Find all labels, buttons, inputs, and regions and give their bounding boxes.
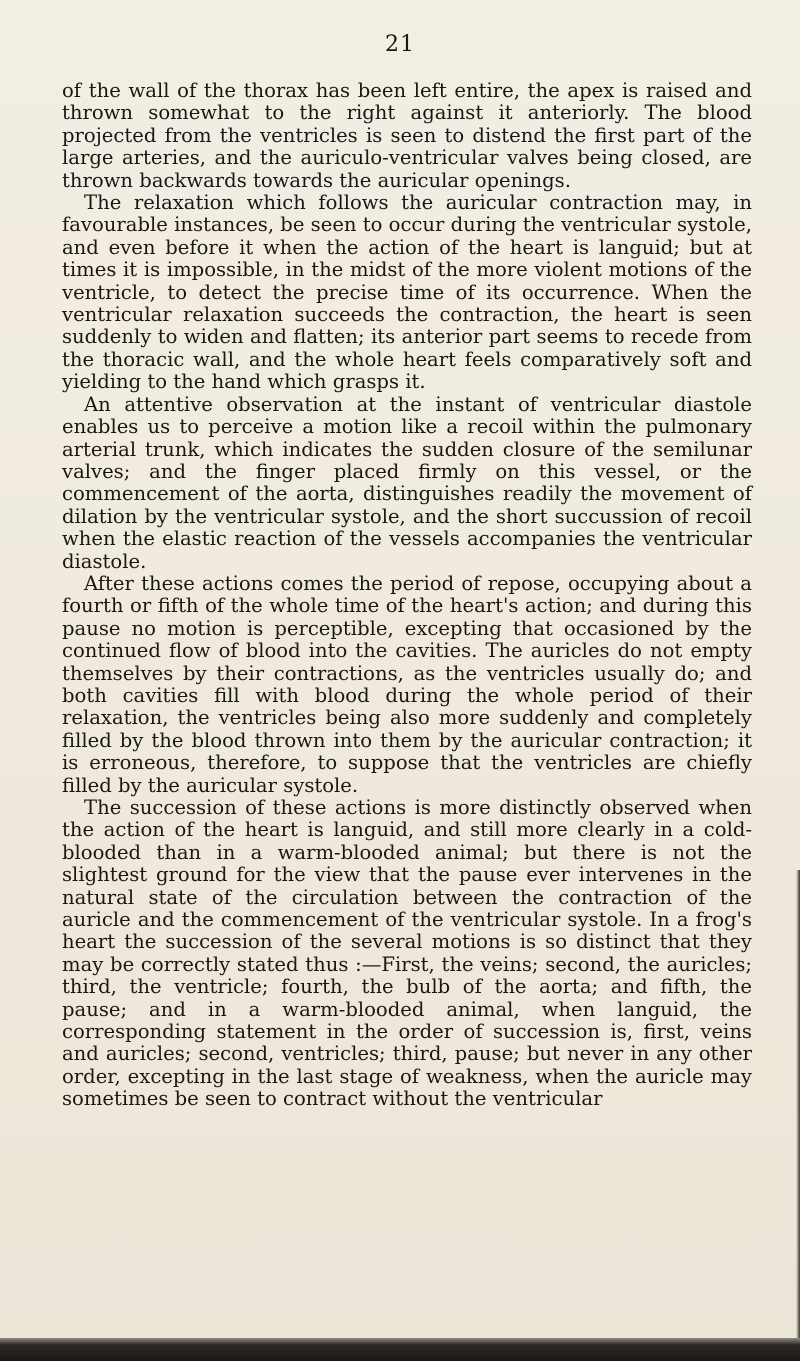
paragraph-repose-period: After these actions comes the period of repose, occupying about a fourth or fifth of the whole time of the heart's action; and during this pause no motion is perceptible, excepting that occasioned by the continued flow of blood into the cavities. The auricles do not empty themselves by their contractions, as the ventricles usually do; and both cavities fill with blood during the whole period of their relaxation, the ventricles being also more suddenly and completely filled by the blood thrown into them by the auricular contraction; it is erroneous, therefore, to suppose that the ventricles are chiefly filled by the auricular systole. bbox=[62, 571, 752, 797]
page-number: 21 bbox=[385, 32, 415, 57]
scan-bottom-border bbox=[0, 1338, 800, 1361]
page-edge-shadow bbox=[796, 870, 800, 1361]
paragraph-relaxation: The relaxation which follows the auricular contraction may, in favourable instances, be seen to occur during the ventricular systole, and even before it when the action of the heart is languid; but at times it is impossible, in the midst of the more violent motions of the ventricle, to detect the precise time of its occurrence. When the ventricular relaxation succeeds the contraction, the heart is seen suddenly to widen and flatten; its anterior part seems to recede from the thoracic wall, and the whole heart feels comparatively soft and yielding to the hand which grasps it. bbox=[62, 191, 752, 394]
paragraph-succession: The succession of these actions is more distinctly observed when the action of the heart is languid, and still more clearly in a cold-blooded than in a warm-blooded animal; but there is not the slightest ground for the view that the pause ever intervenes in the natural state of the circulation between the contraction of the auricle and the commencement of the ventricular systole. In a frog's heart the succession of the several motions is so distinct that they may be correctly stated thus :—First, the veins; second, the auricles; third, the ventricle; fourth, the bulb of the aorta; and fifth, the pause; and in a warm-blooded animal, when languid, the corresponding statement in the order of succession is, first, veins and auricles; second, ventricles; third, pause; but never in any other order, excepting in the last stage of weakness, when the auricle may sometimes be seen to contract without the ventricular bbox=[62, 796, 752, 1111]
body-text bbox=[62, 80, 752, 1111]
paragraph-diastole-observation: An attentive observation at the instant of ventricular diastole enables us to perceive a motion like a recoil within the pulmonary arterial trunk, which indicates the sudden closure of the semilunar valves; and the finger placed firmly on this vessel, or the commencement of the aorta, distinguishes readily the movement of dilation by the ventricular systole, and the short succussion of recoil when the elastic reaction of the vessels accompanies the ventricular diastole. bbox=[62, 392, 752, 573]
paragraph-continuation: of the wall of the thorax has been left entire, the apex is raised and thrown somewhat to the right against it anteriorly. The blood projected from the ventricles is seen to distend the first part of the large arteries, and the auriculo-ventricular valves being closed, are thrown backwards towards the auricular openings. bbox=[62, 79, 752, 192]
